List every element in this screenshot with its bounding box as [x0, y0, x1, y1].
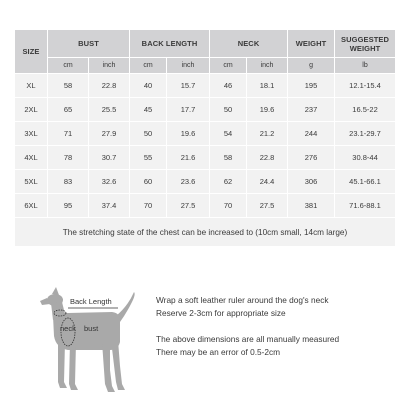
table-row — [15, 146, 395, 169]
header-row — [15, 30, 395, 57]
neck-header: NECK — [210, 30, 287, 57]
back-cm-cell: 70 — [130, 194, 166, 217]
bust-cm-cell: 71 — [48, 122, 88, 145]
neck-cm-cell: 70 — [210, 194, 246, 217]
unit-row — [15, 58, 395, 73]
neck-cm-cell: 46 — [210, 74, 246, 97]
instruction-line-1: Wrap a soft leather ruler around the dog's neck — [156, 295, 329, 305]
suggested-weight-cell: 71.6-88.1 — [335, 194, 395, 217]
note-row — [15, 218, 395, 246]
suggested-weight-line2: WEIGHT — [349, 43, 381, 53]
table-row — [15, 170, 395, 193]
neck-inch-cell: 22.8 — [247, 146, 287, 169]
neck-cm-cell: 62 — [210, 170, 246, 193]
bust-inch-cell: 32.6 — [89, 170, 129, 193]
neck-label: neck — [60, 324, 76, 333]
back-cm-cell: 40 — [130, 74, 166, 97]
size-cell: 2XL — [15, 98, 47, 121]
back-length-label: Back Length — [70, 297, 112, 306]
unit-cell: inch — [167, 58, 209, 73]
bust-inch-cell: 27.9 — [89, 122, 129, 145]
neck-cm-cell: 58 — [210, 146, 246, 169]
table-row — [15, 74, 395, 97]
size-header: SIZE — [15, 30, 47, 73]
weight-g-cell: 195 — [288, 74, 334, 97]
table-row — [15, 194, 395, 217]
weight-g-cell: 244 — [288, 122, 334, 145]
back-length-header: BACK LENGTH — [130, 30, 209, 57]
bust-label: bust — [84, 324, 99, 333]
weight-g-cell: 237 — [288, 98, 334, 121]
bust-inch-cell: 25.5 — [89, 98, 129, 121]
size-chart — [14, 29, 390, 272]
back-inch-cell: 23.6 — [167, 170, 209, 193]
weight-g-cell: 276 — [288, 146, 334, 169]
suggested-weight-line1: SUGGESTED — [341, 34, 390, 44]
bust-inch-cell: 37.4 — [89, 194, 129, 217]
instruction-line-4: There may be an error of 0.5-2cm — [156, 347, 281, 357]
suggested-weight-header — [335, 30, 395, 57]
weight-header: WEIGHT — [288, 30, 334, 57]
bust-cm-cell: 95 — [48, 194, 88, 217]
back-inch-cell: 21.6 — [167, 146, 209, 169]
neck-inch-cell: 18.1 — [247, 74, 287, 97]
measurement-guide — [0, 282, 400, 400]
size-cell: XL — [15, 74, 47, 97]
stretch-note: The stretching state of the chest can be increased to (10cm small, 14cm large) — [15, 218, 395, 246]
back-cm-cell: 50 — [130, 122, 166, 145]
neck-inch-cell: 19.6 — [247, 98, 287, 121]
bust-cm-cell: 78 — [48, 146, 88, 169]
bust-inch-cell: 22.8 — [89, 74, 129, 97]
dog-diagram — [38, 286, 138, 398]
instruction-line-3: The above dimensions are all manually measured — [156, 334, 340, 344]
size-table — [14, 29, 396, 247]
suggested-weight-cell: 30.8-44 — [335, 146, 395, 169]
back-cm-cell: 60 — [130, 170, 166, 193]
unit-cell: inch — [89, 58, 129, 73]
unit-cell: cm — [48, 58, 88, 73]
weight-g-cell: 306 — [288, 170, 334, 193]
size-cell: 3XL — [15, 122, 47, 145]
bust-cm-cell: 58 — [48, 74, 88, 97]
bust-cm-cell: 83 — [48, 170, 88, 193]
unit-cell: inch — [247, 58, 287, 73]
table-row — [15, 98, 395, 121]
suggested-weight-cell: 16.5-22 — [335, 98, 395, 121]
bust-header: BUST — [48, 30, 129, 57]
neck-inch-cell: 21.2 — [247, 122, 287, 145]
back-inch-cell: 27.5 — [167, 194, 209, 217]
suggested-weight-cell: 45.1-66.1 — [335, 170, 395, 193]
back-inch-cell: 15.7 — [167, 74, 209, 97]
neck-cm-cell: 54 — [210, 122, 246, 145]
back-cm-cell: 55 — [130, 146, 166, 169]
neck-inch-cell: 27.5 — [247, 194, 287, 217]
unit-cell: g — [288, 58, 334, 73]
bust-inch-cell: 30.7 — [89, 146, 129, 169]
table-row — [15, 122, 395, 145]
unit-cell: cm — [130, 58, 166, 73]
neck-cm-cell: 50 — [210, 98, 246, 121]
size-cell: 5XL — [15, 170, 47, 193]
back-inch-cell: 17.7 — [167, 98, 209, 121]
neck-inch-cell: 24.4 — [247, 170, 287, 193]
instruction-line-2: Reserve 2-3cm for appropriate size — [156, 308, 286, 318]
unit-cell: lb — [335, 58, 395, 73]
bust-cm-cell: 65 — [48, 98, 88, 121]
back-cm-cell: 45 — [130, 98, 166, 121]
unit-cell: cm — [210, 58, 246, 73]
size-cell: 4XL — [15, 146, 47, 169]
size-cell: 6XL — [15, 194, 47, 217]
weight-g-cell: 381 — [288, 194, 334, 217]
back-inch-cell: 19.6 — [167, 122, 209, 145]
suggested-weight-cell: 12.1-15.4 — [335, 74, 395, 97]
suggested-weight-cell: 23.1-29.7 — [335, 122, 395, 145]
